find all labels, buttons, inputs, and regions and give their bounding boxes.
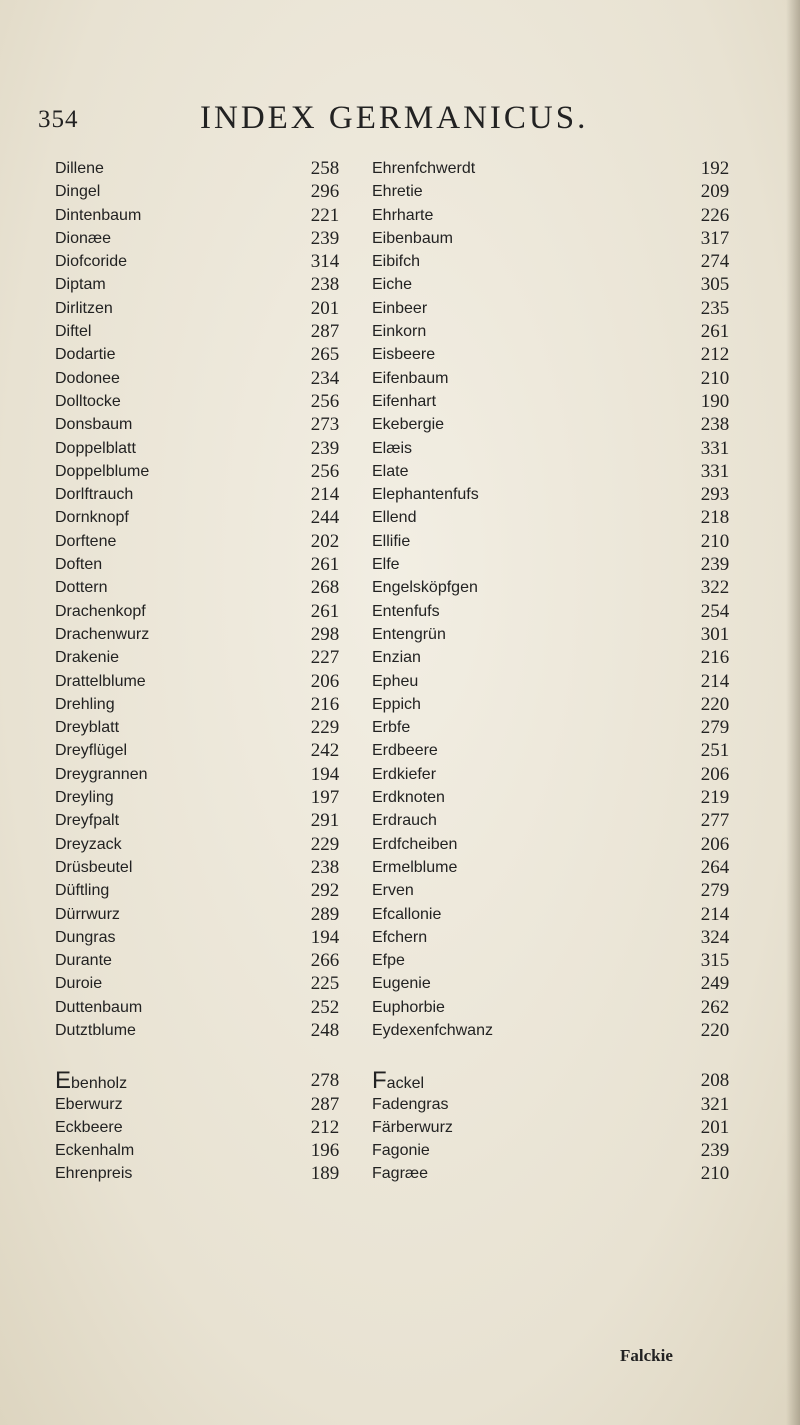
index-entry (372, 716, 745, 739)
entry-page-number: 201 (310, 297, 340, 319)
index-entry (372, 833, 745, 856)
entry-term: Dillene (55, 160, 104, 177)
index-entry (372, 809, 745, 832)
index-entry (55, 996, 355, 1019)
entry-page-number: 190 (700, 390, 730, 412)
entry-term: Drachenkopf (55, 602, 146, 620)
entry-term: Dorftene (55, 532, 117, 550)
entry-page-number: 214 (700, 903, 730, 925)
entry-page-number: 298 (310, 623, 340, 645)
entry-page-number: 258 (310, 158, 340, 179)
entry-term: Elæis (372, 439, 413, 457)
index-entry (372, 670, 745, 693)
entry-term: Dodonee (55, 369, 120, 387)
entry-term: Dreyflügel (55, 742, 128, 760)
entry-term: Doppelblatt (55, 439, 136, 457)
entry-page-number: 196 (310, 1140, 340, 1162)
entry-term: Dodartie (55, 346, 116, 364)
entry-page-number: 256 (310, 390, 340, 412)
entry-term: Fadengras (372, 1095, 449, 1113)
index-entry (372, 600, 745, 623)
index-entry (55, 623, 355, 646)
index-entry (372, 390, 745, 413)
index-entry (55, 437, 355, 460)
index-entry (372, 157, 745, 180)
entry-page-number: 249 (700, 973, 730, 995)
index-entry (372, 879, 745, 902)
index-entry (372, 273, 745, 296)
index-entry (372, 693, 745, 716)
entry-page-number: 305 (700, 274, 730, 296)
entry-page-number: 201 (700, 1116, 730, 1138)
index-entry (55, 343, 355, 366)
index-entry (55, 506, 355, 529)
entry-page-number: 301 (700, 623, 730, 645)
entry-page-number: 277 (700, 810, 730, 832)
entry-term: Diofcoride (55, 253, 128, 271)
group-gap (55, 1042, 355, 1069)
page-header (0, 98, 800, 142)
index-entry (55, 157, 355, 180)
group-gap (372, 1042, 745, 1069)
entry-page-number: 324 (700, 926, 730, 948)
page-edge-shadow (786, 0, 800, 1425)
entry-page-number: 216 (310, 693, 340, 715)
entry-page-number: 229 (310, 717, 340, 739)
entry-term: Entengrün (372, 625, 446, 643)
entry-term: Donsbaum (55, 416, 133, 434)
entry-term: Drattelblume (55, 672, 146, 690)
entry-page-number: 315 (700, 950, 730, 972)
page-number: 354 (38, 106, 79, 133)
running-title: INDEX GERMANICUS. (200, 100, 589, 136)
entry-page-number: 239 (700, 554, 730, 576)
entry-page-number: 279 (700, 880, 730, 902)
entry-term: Ebenholz (55, 1067, 128, 1095)
entry-page-number: 292 (310, 880, 340, 902)
entry-term: Eiche (372, 276, 413, 294)
entry-term: Eckenhalm (55, 1142, 135, 1160)
entry-page-number: 242 (310, 740, 340, 762)
entry-term: Diptam (55, 276, 106, 294)
entry-term: Dreyling (55, 789, 114, 807)
entry-term: Epheu (372, 672, 419, 690)
index-entry (372, 530, 745, 553)
entry-term: Drüsbeutel (55, 858, 133, 876)
entry-page-number: 239 (700, 1140, 730, 1162)
entry-term: Einbeer (372, 299, 428, 317)
entry-term: Eberwurz (55, 1095, 123, 1113)
entry-term: Erdrauch (372, 812, 437, 830)
entry-page-number: 216 (700, 647, 730, 669)
index-entry (372, 343, 745, 366)
index-entry (55, 833, 355, 856)
entry-term: Drakenie (55, 649, 120, 667)
entry-term: Drehling (55, 695, 115, 713)
entry-term: Dingel (55, 183, 101, 201)
entry-term: Erdkiefer (372, 765, 437, 783)
index-entry (55, 903, 355, 926)
entry-page-number: 225 (310, 973, 340, 995)
entry-page-number: 202 (310, 530, 340, 552)
entry-term: Euphorbie (372, 998, 445, 1016)
entry-term: Doften (55, 556, 103, 574)
entry-page-number: 238 (700, 414, 730, 436)
index-entry (55, 739, 355, 762)
index-entry (372, 180, 745, 203)
entry-page-number: 331 (700, 437, 730, 459)
entry-term: Eugenie (372, 975, 431, 993)
index-entry (372, 786, 745, 809)
entry-page-number: 210 (700, 367, 730, 389)
entry-term: Färberwurz (372, 1118, 453, 1136)
index-entry (55, 1139, 355, 1162)
left-column (55, 157, 355, 1186)
entry-page-number: 248 (310, 1019, 340, 1041)
entry-page-number: 210 (700, 1163, 730, 1185)
entry-term: Dorlftrauch (55, 486, 134, 504)
index-entry (372, 856, 745, 879)
index-entry (55, 530, 355, 553)
index-entry (372, 1067, 745, 1095)
entry-term: Dreyblatt (55, 719, 120, 737)
entry-page-number: 208 (700, 1070, 730, 1092)
entry-page-number: 220 (700, 693, 730, 715)
index-entry (372, 297, 745, 320)
entry-term: Elephantenfufs (372, 486, 479, 504)
entry-term: Dornknopf (55, 509, 129, 527)
index-entry (372, 576, 745, 599)
entry-term: Doppelblume (55, 462, 150, 480)
entry-term: Duroie (55, 975, 103, 993)
entry-page-number: 289 (310, 903, 340, 925)
index-entry (55, 1162, 355, 1185)
index-entry (55, 693, 355, 716)
index-entry (372, 1019, 745, 1042)
entry-page-number: 296 (310, 181, 340, 203)
entry-term: Ehrenfchwerdt (372, 160, 476, 177)
right-column (372, 157, 745, 1186)
entry-page-number: 226 (700, 204, 730, 226)
entry-term: Fagonie (372, 1142, 430, 1160)
index-entry (372, 646, 745, 669)
entry-term: Ermelblume (372, 858, 458, 876)
entry-term: Efpe (372, 952, 405, 970)
entry-page-number: 238 (310, 274, 340, 296)
entry-page-number: 273 (310, 414, 340, 436)
entry-page-number: 210 (700, 530, 730, 552)
entry-page-number: 314 (310, 251, 340, 273)
index-entry (55, 809, 355, 832)
entry-term: Eibenbaum (372, 229, 453, 247)
entry-term: Diftel (55, 323, 92, 341)
index-entry (55, 180, 355, 203)
entry-page-number: 220 (700, 1019, 730, 1041)
entry-term: Ellifie (372, 532, 411, 550)
index-entry (372, 949, 745, 972)
index-entry (55, 716, 355, 739)
index-entry (55, 390, 355, 413)
index-entry (55, 297, 355, 320)
index-entry (55, 1019, 355, 1042)
entry-page-number: 194 (310, 926, 340, 948)
index-entry (55, 227, 355, 250)
index-entry (372, 1139, 745, 1162)
index-entry (372, 367, 745, 390)
entry-term: Dionæe (55, 229, 112, 247)
entry-term: Engelsköpfgen (372, 579, 478, 597)
entry-page-number: 206 (700, 833, 730, 855)
index-entry (55, 600, 355, 623)
entry-page-number: 317 (700, 227, 730, 249)
entry-page-number: 279 (700, 717, 730, 739)
index-entry (372, 413, 745, 436)
entry-page-number: 252 (310, 996, 340, 1018)
index-entry (55, 972, 355, 995)
index-entry (372, 227, 745, 250)
index-entry (372, 926, 745, 949)
index-entry (55, 1116, 355, 1139)
entry-term: Duttenbaum (55, 998, 143, 1016)
entry-page-number: 189 (310, 1163, 340, 1185)
entry-page-number: 287 (310, 321, 340, 343)
entry-term: Dolltocke (55, 392, 121, 410)
entry-term: Elfe (372, 556, 400, 574)
index-entry (55, 926, 355, 949)
entry-page-number: 214 (310, 484, 340, 506)
entry-page-number: 264 (700, 856, 730, 878)
entry-page-number: 234 (310, 367, 340, 389)
index-entry (372, 437, 745, 460)
catchword: Falckie (620, 1346, 673, 1365)
index-entry (55, 949, 355, 972)
index-entry (55, 367, 355, 390)
entry-page-number: 278 (310, 1070, 340, 1092)
index-entry (372, 250, 745, 273)
entry-page-number: 218 (700, 507, 730, 529)
index-entry (372, 506, 745, 529)
index-entry (372, 460, 745, 483)
index-entry (372, 763, 745, 786)
entry-term: Eisbeere (372, 346, 436, 364)
entry-page-number: 321 (700, 1093, 730, 1115)
entry-term: Efcallonie (372, 905, 442, 923)
entry-term: Einkorn (372, 323, 427, 341)
index-entry (372, 483, 745, 506)
entry-page-number: 219 (700, 787, 730, 809)
entry-page-number: 268 (310, 577, 340, 599)
index-entry (372, 320, 745, 343)
index-entry (55, 483, 355, 506)
entry-term: Dreygrannen (55, 765, 148, 783)
index-entry (55, 1067, 355, 1095)
entry-term: Eckbeere (55, 1118, 123, 1136)
entry-term: Enzian (372, 649, 421, 667)
entry-term: Düftling (55, 882, 110, 900)
entry-term: Ehrharte (372, 206, 434, 224)
entry-page-number: 265 (310, 344, 340, 366)
entry-term: Dottern (55, 579, 108, 597)
index-entry (55, 763, 355, 786)
entry-page-number: 266 (310, 950, 340, 972)
entry-page-number: 206 (310, 670, 340, 692)
entry-term: Eifenhart (372, 392, 437, 410)
entry-page-number: 197 (310, 787, 340, 809)
entry-page-number: 192 (700, 158, 730, 179)
entry-term: Eydexenfchwanz (372, 1021, 493, 1039)
entry-page-number: 239 (310, 227, 340, 249)
entry-term: Erdfcheiben (372, 835, 458, 853)
index-entry (55, 1093, 355, 1116)
entry-page-number: 212 (700, 344, 730, 366)
index-entry (55, 879, 355, 902)
entry-term: Fackel (372, 1067, 425, 1095)
entry-page-number: 239 (310, 437, 340, 459)
index-entry (372, 903, 745, 926)
index-entry (372, 1116, 745, 1139)
index-entry (372, 972, 745, 995)
index-entry (55, 413, 355, 436)
entry-page-number: 206 (700, 763, 730, 785)
entry-term: Erdbeere (372, 742, 438, 760)
entry-page-number: 238 (310, 856, 340, 878)
index-entry (55, 670, 355, 693)
entry-page-number: 209 (700, 181, 730, 203)
index-entry (55, 576, 355, 599)
index-entry (372, 1093, 745, 1116)
entry-page-number: 262 (700, 996, 730, 1018)
entry-term: Dutztblume (55, 1021, 136, 1039)
entry-term: Dürrwurz (55, 905, 120, 923)
entry-term: Dintenbaum (55, 206, 142, 224)
index-entry (55, 646, 355, 669)
entry-page-number: 254 (700, 600, 730, 622)
entry-term: Dreyfpalt (55, 812, 120, 830)
entry-term: Drachenwurz (55, 625, 150, 643)
entry-page-number: 214 (700, 670, 730, 692)
index-entry (55, 204, 355, 227)
entry-page-number: 256 (310, 460, 340, 482)
entry-page-number: 261 (700, 321, 730, 343)
entry-term: Eppich (372, 695, 421, 713)
entry-term: Eifenbaum (372, 369, 449, 387)
entry-page-number: 287 (310, 1093, 340, 1115)
entry-term: Ehrenpreis (55, 1165, 133, 1183)
entry-page-number: 221 (310, 204, 340, 226)
index-entry (55, 273, 355, 296)
entry-page-number: 251 (700, 740, 730, 762)
entry-page-number: 261 (310, 554, 340, 576)
index-entry (372, 1162, 745, 1185)
index-entry (55, 320, 355, 343)
index-entry (55, 856, 355, 879)
entry-term: Fagræe (372, 1165, 429, 1183)
entry-page-number: 212 (310, 1116, 340, 1138)
index-entry (55, 460, 355, 483)
index-entry (372, 996, 745, 1019)
entry-page-number: 261 (310, 600, 340, 622)
entry-term: Entenfufs (372, 602, 440, 620)
entry-page-number: 235 (700, 297, 730, 319)
entry-term: Erven (372, 882, 414, 900)
entry-term: Ekebergie (372, 416, 445, 434)
entry-term: Dungras (55, 928, 116, 946)
entry-term: Erbfe (372, 719, 411, 737)
entry-term: Erdknoten (372, 789, 445, 807)
entry-page-number: 293 (700, 484, 730, 506)
index-entry (55, 250, 355, 273)
index-entry (372, 623, 745, 646)
entry-page-number: 229 (310, 833, 340, 855)
entry-term: Eibifch (372, 253, 421, 271)
entry-term: Elate (372, 462, 409, 480)
index-entry (372, 739, 745, 762)
entry-term: Efchern (372, 928, 428, 946)
entry-term: Durante (55, 952, 112, 970)
entry-page-number: 244 (310, 507, 340, 529)
index-entry (372, 553, 745, 576)
index-entry (372, 204, 745, 227)
entry-page-number: 322 (700, 577, 730, 599)
entry-page-number: 274 (700, 251, 730, 273)
index-entry (55, 553, 355, 576)
entry-page-number: 227 (310, 647, 340, 669)
index-entry (55, 786, 355, 809)
entry-page-number: 331 (700, 460, 730, 482)
entry-term: Dirlitzen (55, 299, 113, 317)
entry-page-number: 194 (310, 763, 340, 785)
entry-term: Ellend (372, 509, 417, 527)
entry-page-number: 291 (310, 810, 340, 832)
entry-term: Ehretie (372, 183, 423, 201)
entry-term: Dreyzack (55, 835, 122, 853)
